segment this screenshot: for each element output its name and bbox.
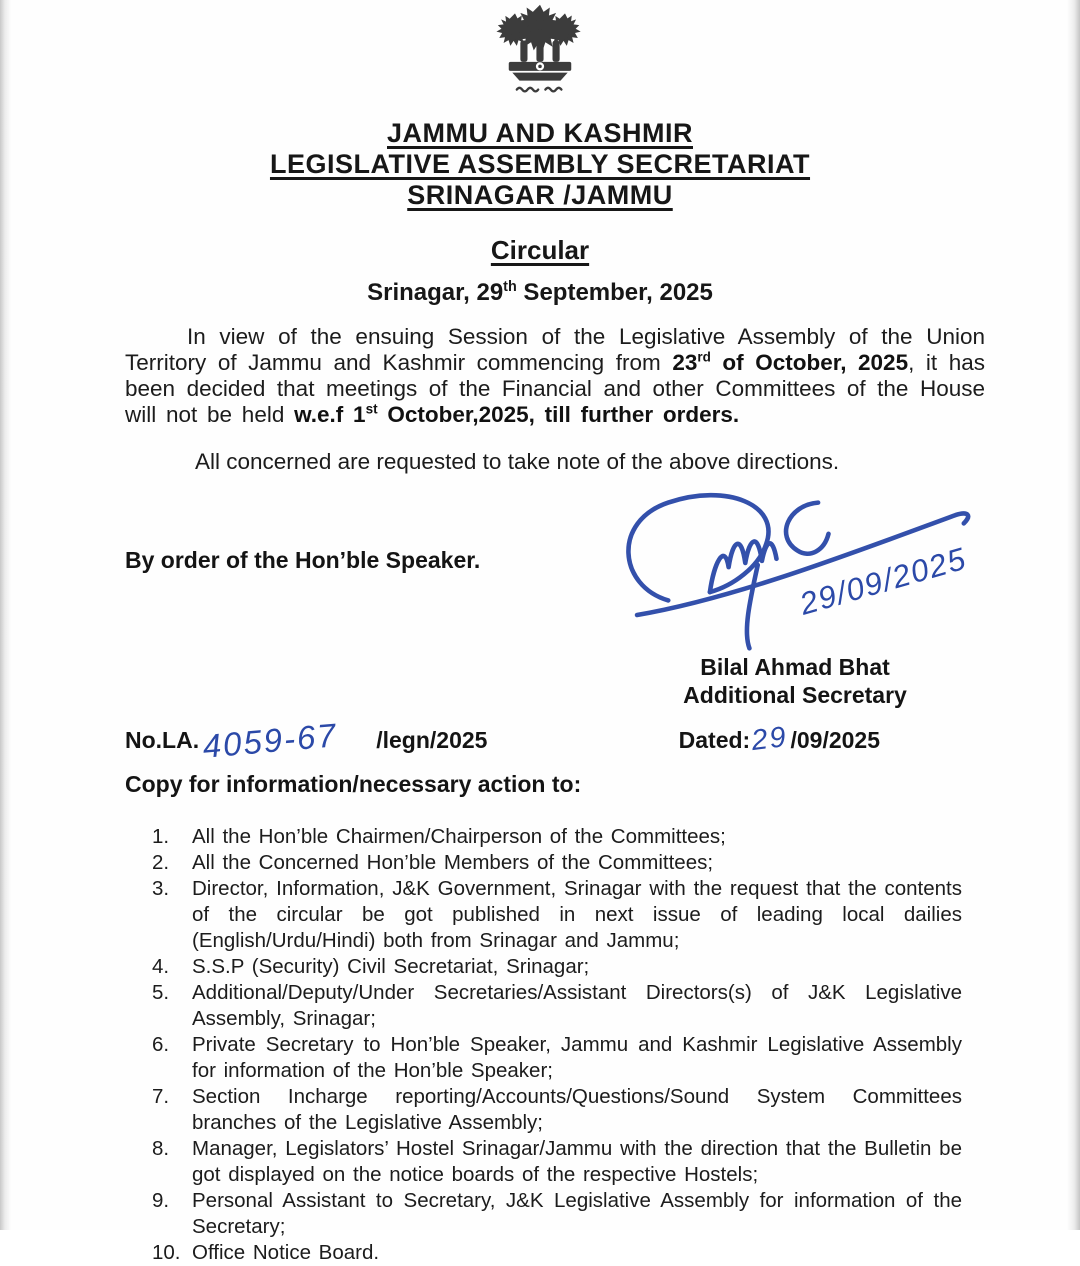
body-bold-date-1b: of October, 2025 [710, 350, 909, 375]
letterhead-line-1: JAMMU AND KASHMIR [387, 118, 693, 148]
state-emblem-of-india-icon [495, 3, 585, 103]
list-item [152, 954, 962, 980]
list-item-text: Director, Information, J&K Government, Srinagar with the request that the contents of the circular be got published in next issue of leading local dailies (English/Urdu/Hindi) both from Srinagar and Jammu; [192, 877, 962, 952]
note-line: All concerned are requested to take note of the above directions. [195, 449, 840, 474]
list-item-text: Additional/Deputy/Under Secretaries/Assistant Directors(s) of J&K Legislative Assembly, Srinagar; [192, 981, 962, 1030]
reference-date [678, 720, 880, 760]
list-item [152, 824, 962, 850]
body-bold-date-1-ordinal: rd [697, 349, 711, 365]
list-item-text: Private Secretary to Hon’ble Speaker, Jammu and Kashmir Legislative Assembly for information of the Hon’ble Speaker; [192, 1033, 962, 1082]
body-bold-date-2: w.e.f 1 [294, 402, 366, 427]
list-item [152, 1084, 962, 1136]
place-date-pre: Srinagar, 29 [367, 279, 504, 306]
list-item [152, 980, 962, 1032]
signature-ink-icon [610, 475, 995, 653]
distribution-list [152, 824, 962, 1266]
letterhead-line-2: LEGISLATIVE ASSEMBLY SECRETARIAT [269, 149, 811, 179]
list-item [152, 1136, 962, 1188]
list-item-text: S.S.P (Security) Civil Secretariat, Srinagar; [192, 955, 590, 978]
body-paragraph [125, 324, 985, 428]
list-item-text: Section Incharge reporting/Accounts/Questions/Sound System Committees branches of the Legislative Assembly; [192, 1085, 962, 1134]
signatory-designation: Additional Secretary [683, 682, 907, 708]
signature-section [125, 475, 985, 719]
copy-for-information-line: Copy for information/necessary action to: [125, 771, 582, 797]
body-bold-date-2b: October,2025, till further orders. [377, 402, 740, 427]
reference-row [125, 716, 985, 765]
list-item-number: 8. [152, 1137, 170, 1160]
reference-number-label: No.LA. [125, 727, 200, 753]
signature-artwork [610, 475, 995, 658]
by-order-line: By order of the Hon’ble Speaker. [125, 547, 481, 573]
list-item-text: All the Hon’ble Chairmen/Chairperson of the Committees; [192, 825, 726, 848]
list-item-text: Office Notice Board. [192, 1241, 380, 1264]
body-seg-1: In view of the ensuing Session of the Legislative Assembly of the Union Territory of Jammu and Kashmir commencing from [125, 324, 985, 375]
list-item [152, 850, 962, 876]
list-item [152, 876, 962, 954]
list-item-number: 4. [152, 955, 170, 978]
reference-number-suffix: /legn/2025 [376, 727, 488, 753]
list-item-number: 3. [152, 877, 170, 900]
reference-date-handwritten: 29 [749, 720, 790, 758]
list-item-number: 5. [152, 981, 170, 1004]
letterhead [0, 118, 1080, 211]
reference-date-suffix: /09/2025 [790, 727, 880, 753]
body-seg-2: , it has been decided that meetings of the Financial and other Committees of the House will not be held [125, 350, 985, 427]
list-item-number: 9. [152, 1189, 170, 1212]
signatory-name: Bilal Ahmad Bhat [700, 654, 890, 680]
body-bold-date-1: 23 [672, 350, 698, 375]
emblem-container [0, 0, 1080, 108]
document-title-row [0, 235, 1080, 266]
document-title: Circular [490, 235, 590, 265]
list-item-number: 7. [152, 1085, 170, 1108]
list-item [152, 1188, 962, 1240]
list-item-number: 10. [152, 1241, 181, 1264]
list-item [152, 1240, 962, 1266]
place-date-line [0, 279, 1080, 307]
list-item-text: All the Concerned Hon’ble Members of the Committees; [192, 851, 714, 874]
list-item-text: Personal Assistant to Secretary, J&K Legislative Assembly for information of the Secretary; [192, 1189, 962, 1238]
place-date-ordinal: th [503, 279, 517, 295]
list-item [152, 1032, 962, 1084]
reference-number [125, 716, 488, 765]
signature-handwritten-date: 29/09/2025 [795, 540, 971, 622]
letterhead-line-3: SRINAGAR /JAMMU [407, 180, 673, 210]
signatory-block [630, 653, 960, 709]
list-item-number: 6. [152, 1033, 170, 1056]
reference-date-label: Dated: [678, 727, 751, 753]
list-item-text: Manager, Legislators’ Hostel Srinagar/Jammu with the direction that the Bulletin be got displayed on the notice boards of the respective Hostels; [192, 1137, 962, 1186]
reference-number-handwritten: 4059-67 [201, 716, 340, 765]
place-date-post: September, 2025 [516, 279, 713, 306]
list-item-number: 1. [152, 825, 170, 848]
list-item-number: 2. [152, 851, 170, 874]
body-bold-date-2-ordinal: st [365, 401, 378, 417]
